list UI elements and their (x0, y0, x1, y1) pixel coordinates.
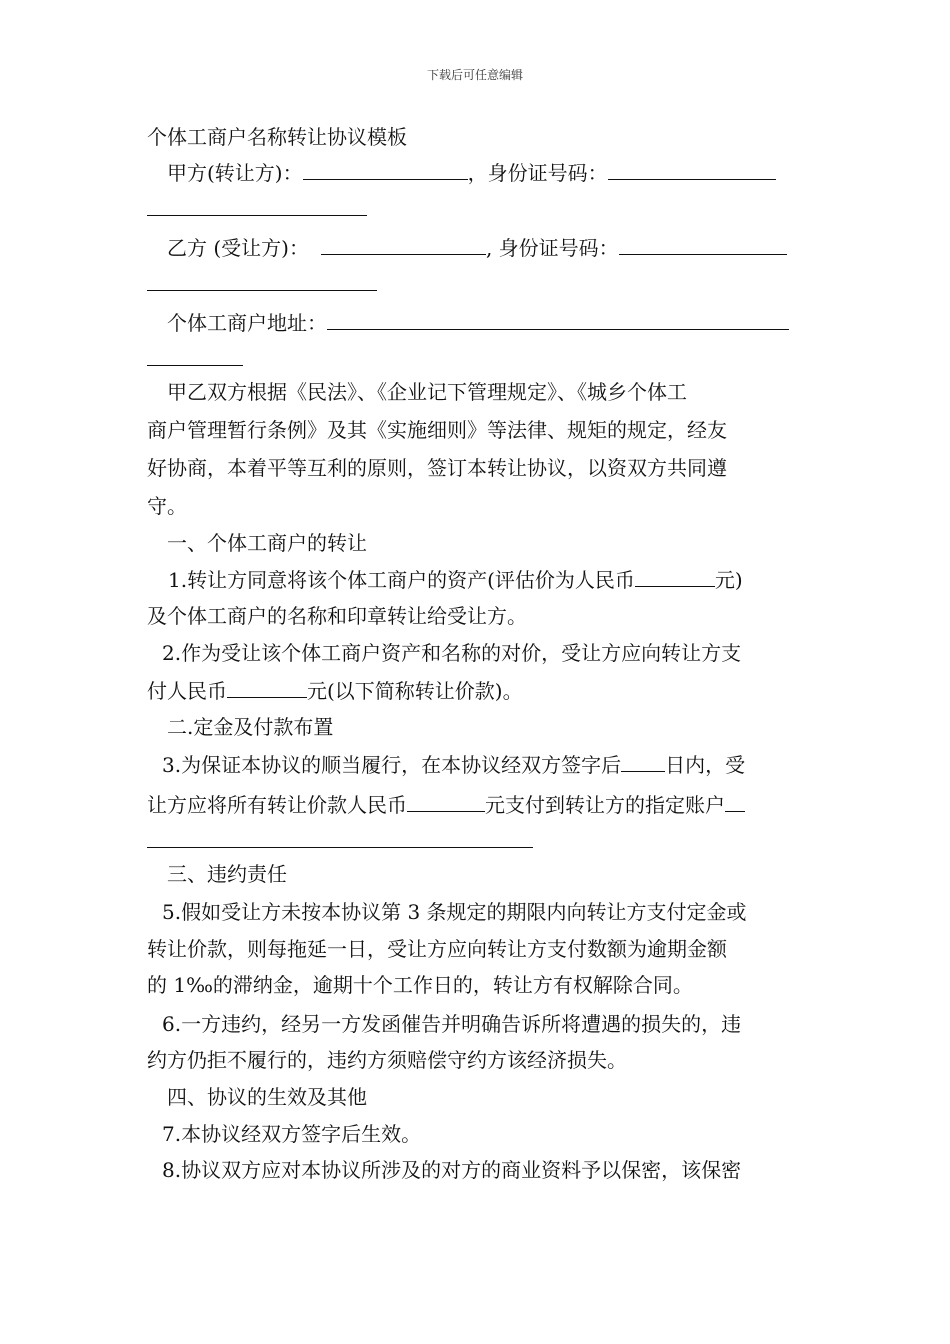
address-blank-continued[interactable] (147, 365, 243, 366)
clause-6-line-1: 6.一方违约，经另一方发函催告并明确告诉所将遭遇的损失的，违 (162, 1012, 742, 1036)
address-blank[interactable] (327, 309, 789, 330)
clause-5-line-2: 转让价款，则每拖延一日，受让方应向转让方支付数额为逾期金额 (147, 937, 727, 961)
page-header: 下载后可任意编辑 (426, 68, 523, 82)
clause-2-price-blank[interactable] (227, 677, 307, 698)
clause-2-text: 付人民币 (147, 679, 227, 703)
clause-3-amount-blank[interactable] (407, 791, 485, 812)
address-line (167, 309, 789, 336)
clause-3-account-blank[interactable] (725, 791, 745, 812)
document-title: 个体工商户名称转让协议模板 (147, 125, 407, 149)
party-a-id-label: ，身份证号码： (467, 161, 608, 185)
section-1-heading: 一、个体工商户的转让 (167, 531, 367, 555)
party-b-label: 乙方 (受让方)： (167, 236, 309, 260)
clause-1-line-1 (168, 566, 743, 593)
clause-2-line-2 (147, 677, 523, 704)
clause-1-text: 1.转让方同意将该个体工商户的资产(评估价为人民币 (168, 568, 635, 592)
clause-3-text: 3.为保证本协议的顺当履行，在本协议经双方签字后 (162, 753, 622, 777)
clause-3-days-tail: 日内，受 (665, 753, 746, 777)
clause-1-price-blank[interactable] (635, 566, 715, 587)
section-4-heading: 四、协议的生效及其他 (167, 1085, 367, 1109)
party-a-name-blank[interactable] (303, 159, 468, 180)
party-a-id-blank[interactable] (608, 159, 776, 180)
party-b-id-blank[interactable] (619, 234, 787, 255)
intro-line-3: 好协商，本着平等互利的原则，签订本转让协议，以资双方共同遵 (147, 456, 727, 480)
section-3-heading: 三、违约责任 (167, 862, 287, 886)
party-b-line (167, 234, 787, 261)
party-a-line (167, 159, 776, 186)
intro-line-1: 甲乙双方根据《民法》、《企业记下管理规定》、《城乡个体工 (167, 380, 687, 404)
clause-2-line-1: 2.作为受让该个体工商户资产和名称的对价，受让方应向转让方支 (162, 641, 742, 665)
party-a-label: 甲方(转让方)： (167, 161, 303, 185)
clause-3-days-blank[interactable] (621, 751, 665, 772)
party-b-id-label: , 身份证号码： (485, 236, 619, 260)
clause-3-account-text: 元支付到转让方的指定账户 (485, 793, 725, 817)
party-a-id-blank-continued[interactable] (147, 215, 367, 216)
section-2-heading: 二.定金及付款布置 (167, 715, 334, 739)
intro-line-4: 守。 (147, 494, 187, 518)
clause-6-line-2: 约方仍拒不履行的，违约方须赔偿守约方该经济损失。 (147, 1048, 627, 1072)
clause-1-line-2: 及个体工商户的名称和印章转让给受让方。 (147, 604, 527, 628)
clause-3-line-2 (147, 791, 745, 818)
clause-8-line-1: 8.协议双方应对本协议所涉及的对方的商业资料予以保密，该保密 (162, 1158, 742, 1182)
clause-1-unit: 元) (714, 568, 743, 592)
clause-3-account-blank-continued[interactable] (147, 847, 533, 848)
intro-line-2: 商户管理暂行条例》及其《实施细则》等法律、规矩的规定，经友 (147, 418, 727, 442)
clause-3-line-1 (162, 751, 745, 778)
party-b-id-blank-continued[interactable] (147, 290, 377, 291)
clause-5-line-1: 5.假如受让方未按本协议第 3 条规定的期限内向转让方支付定金或 (162, 900, 747, 924)
clause-7: 7.本协议经双方签字后生效。 (162, 1122, 422, 1146)
party-b-name-blank[interactable] (321, 234, 486, 255)
clause-5-line-3: 的 1‰的滞纳金，逾期十个工作日的，转让方有权解除合同。 (147, 973, 693, 997)
clause-2-tail: 元(以下简称转让价款)。 (307, 679, 523, 703)
clause-3-amount-text: 让方应将所有转让价款人民币 (147, 793, 407, 817)
address-label: 个体工商户地址： (167, 311, 327, 335)
